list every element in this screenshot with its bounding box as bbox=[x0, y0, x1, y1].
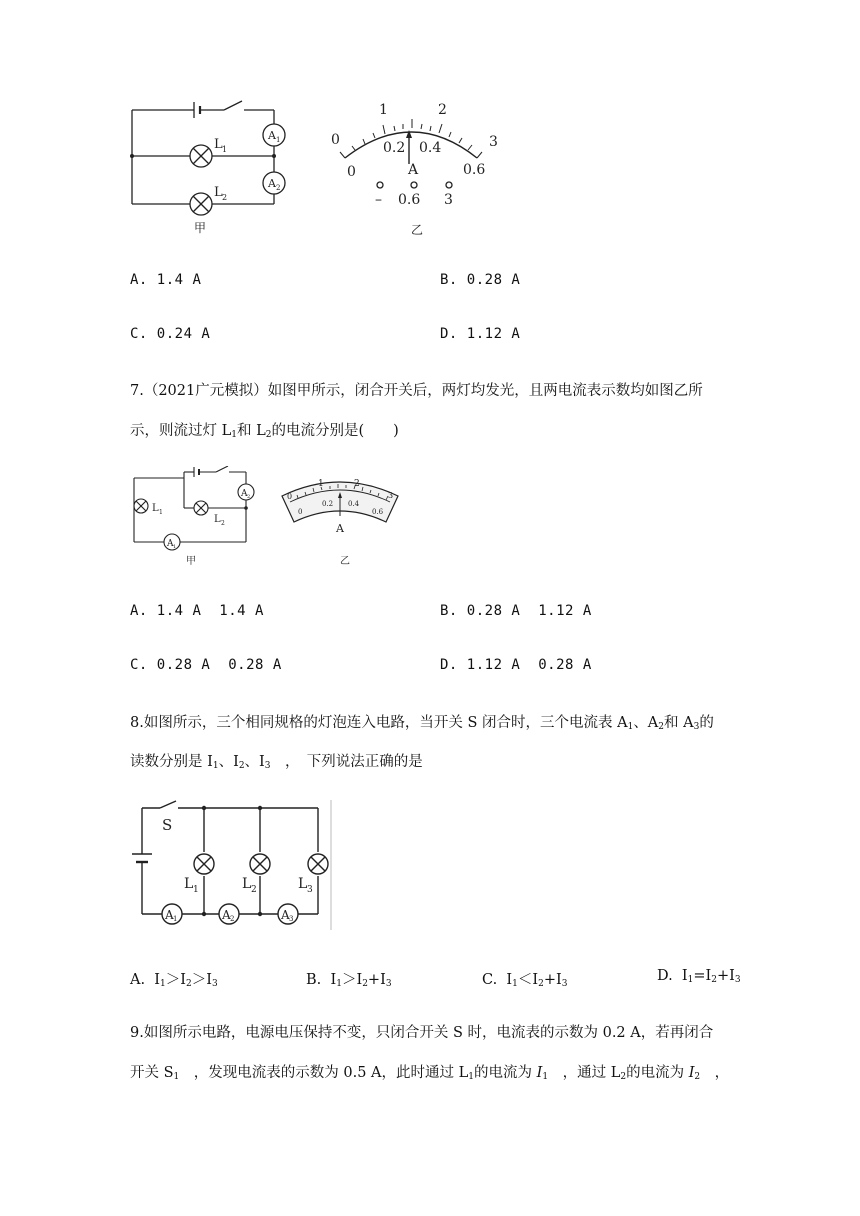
q7-caption-jia: 甲 bbox=[186, 556, 196, 567]
q8-a3-sub: 3 bbox=[289, 915, 294, 923]
q8-a1-sub: 1 bbox=[173, 915, 178, 923]
q7-a1-sub: 1 bbox=[173, 544, 177, 550]
q8-a3-label: A bbox=[281, 908, 290, 922]
q7-a2-label: A bbox=[241, 489, 248, 499]
q8-stem-line2: 读数分别是 $I_1$、$I_2$、$I_3$ ， 下列说法正确的是 bbox=[130, 754, 423, 771]
q8-option-c[interactable]: C. $I_1<I_2+I_3$ bbox=[482, 972, 568, 989]
q7-dial-top0: 0 bbox=[287, 492, 293, 501]
q6-option-d[interactable]: D. 1.12 A bbox=[440, 326, 521, 342]
q8-a2-sub: 2 bbox=[230, 915, 235, 923]
q8-a2-label: A bbox=[222, 908, 231, 922]
q6-dial-top3: 3 bbox=[489, 134, 498, 150]
q6-circuit-diagram bbox=[128, 96, 288, 236]
q7-option-a[interactable]: A. 1.4 A 1.4 A bbox=[130, 603, 264, 619]
q6-l2-sub: 2 bbox=[222, 193, 228, 202]
q8-l3-label: L bbox=[298, 876, 308, 892]
q6-l2-label: L bbox=[214, 185, 223, 200]
q8-l1-sub: 1 bbox=[193, 885, 199, 895]
q6-option-c[interactable]: C. 0.24 A bbox=[130, 326, 211, 342]
q7-dial-b0: 0 bbox=[298, 508, 303, 516]
q6-dial-b04: 0.4 bbox=[419, 140, 442, 156]
q7-l1-label: L bbox=[152, 503, 159, 514]
q6-dial-b02: 0.2 bbox=[383, 140, 406, 156]
q6-a1-sub: 1 bbox=[276, 136, 281, 144]
q7-l2-sub: 2 bbox=[221, 520, 225, 527]
q6-ammeter-dial bbox=[325, 100, 500, 236]
q6-dial-top2: 2 bbox=[438, 102, 447, 118]
q7-a2-sub: 2 bbox=[247, 494, 251, 500]
q8-option-b[interactable]: B. $I_1>I_2+I_3$ bbox=[306, 972, 392, 989]
q7-dial-unit: A bbox=[336, 522, 344, 535]
q8-option-a[interactable]: A. $I_1>I_2>I_3$ bbox=[130, 972, 218, 989]
q6-caption-jia: 甲 bbox=[194, 221, 207, 235]
q8-stem-line1: 8.如图所示，三个相同规格的灯泡连入电路，当开关 S 闭合时，三个电流表 $A_1$、$A_2$和 $A_3$的 bbox=[130, 715, 714, 732]
q7-stem-line1: 7.（2021广元模拟）如图甲所示，闭合开关后，两灯均发光，且两电流表示数均如图乙所 bbox=[130, 383, 703, 399]
q8-a1-label: A bbox=[165, 908, 174, 922]
q6-terminal-06: 0.6 bbox=[398, 192, 421, 208]
q8-l3-sub: 3 bbox=[307, 885, 313, 895]
q7-option-b[interactable]: B. 0.28 A 1.12 A bbox=[440, 603, 592, 619]
q7-ammeter-dial bbox=[278, 470, 402, 570]
q7-a1-label: A bbox=[167, 539, 174, 549]
q6-a2-sub: 2 bbox=[276, 184, 281, 192]
q9-stem-line1: 9.如图所示电路，电源电压保持不变，只闭合开关 S 时，电流表的示数为 0.2 A，若再闭合 bbox=[130, 1025, 714, 1041]
q6-dial-top0: 0 bbox=[331, 132, 340, 148]
q9-stem-line2: 开关 $S_1$ ，发现电流表的示数为 0.5 A，此时通过 $L_1$的电流为 $I_1$ ，通过 $L_2$的电流为 $I_2$ ， bbox=[130, 1065, 730, 1082]
q6-dial-b0: 0 bbox=[347, 164, 356, 180]
q6-l1-sub: 1 bbox=[222, 145, 228, 154]
q8-switch-label: S bbox=[162, 816, 173, 834]
q7-l1-sub: 1 bbox=[159, 509, 163, 516]
q6-a1-label: A bbox=[268, 129, 276, 142]
q7-option-d[interactable]: D. 1.12 A 0.28 A bbox=[440, 657, 592, 673]
q7-option-c[interactable]: C. 0.28 A 0.28 A bbox=[130, 657, 282, 673]
q7-dial-top2: 2 bbox=[354, 479, 360, 489]
q7-caption-yi: 乙 bbox=[340, 556, 350, 567]
q8-l2-sub: 2 bbox=[251, 885, 257, 895]
q7-dial-b02: 0.2 bbox=[322, 500, 334, 508]
q6-caption-yi: 乙 bbox=[411, 223, 424, 236]
q7-dial-top3: 3 bbox=[388, 491, 394, 500]
q6-a2-label: A bbox=[268, 177, 276, 190]
q8-l2-label: L bbox=[242, 876, 252, 892]
q6-option-b[interactable]: B. 0.28 A bbox=[440, 272, 521, 288]
q6-terminal-3: 3 bbox=[444, 192, 453, 208]
q6-dial-b06: 0.6 bbox=[463, 162, 486, 178]
q6-option-a[interactable]: A. 1.4 A bbox=[130, 272, 202, 288]
q8-l1-label: L bbox=[184, 876, 194, 892]
q7-dial-top1: 1 bbox=[318, 479, 324, 489]
q7-dial-b04: 0.4 bbox=[348, 500, 360, 508]
q7-stem-line2: 示，则流过灯 $L_1$和 $L_2$的电流分别是( ) bbox=[130, 423, 399, 440]
q6-dial-unit: A bbox=[408, 162, 419, 178]
q8-circuit-diagram bbox=[130, 800, 332, 932]
q7-l2-label: L bbox=[214, 514, 221, 525]
q6-l1-label: L bbox=[214, 137, 223, 152]
q8-option-d[interactable]: D. $I_1=I_2+I_3$ bbox=[657, 968, 741, 985]
q6-terminal-minus: – bbox=[375, 192, 382, 208]
q6-dial-top1: 1 bbox=[379, 102, 388, 118]
q7-dial-b06: 0.6 bbox=[372, 508, 384, 516]
q7-circuit-diagram bbox=[128, 466, 268, 570]
